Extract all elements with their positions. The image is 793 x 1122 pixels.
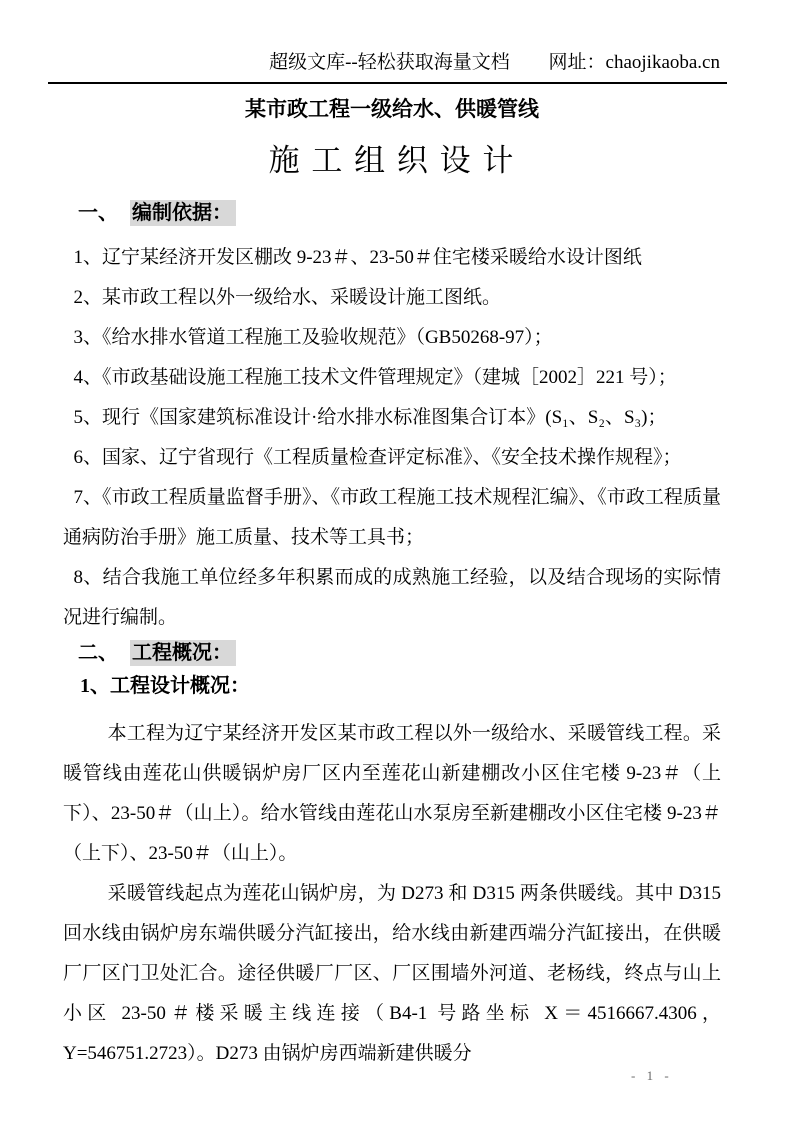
subsection-heading: 1、工程设计概况： [80, 675, 250, 697]
section-title-highlighted: 编制依据： [130, 200, 236, 226]
list-item: 1、辽宁某经济开发区棚改 9-23＃、23-50＃住宅楼采暖给水设计图纸 [73, 247, 642, 268]
paragraph: 采暖管线起点为莲花山锅炉房，为 D273 和 D315 两条供暖线。其中 D315 回水线由锅炉房东端供暖分汽缸接出，给水线由新建西端分汽缸接出，在供暖厂厂区门卫处汇合。途径供暖厂厂区、厂区围墙外河道、老杨线，终点与山上小区 23-50＃楼采暖主线连接（B4-1 号路坐标 X＝4516667.4306，Y=546751.2723）。D273 由锅炉房西端新建供暖分 [63, 883, 721, 1064]
document-title: 施 工 组 织 设 计 [268, 143, 516, 178]
document-body [0, 97, 793, 1074]
site-url: 网址：chaojikaoba.cn [548, 52, 720, 73]
site-header [0, 0, 793, 76]
paragraph: 本工程为辽宁某经济开发区某市政工程以外一级给水、采暖管线工程。采暖管线由莲花山供暖锅炉房厂区内至莲花山新建棚改小区住宅楼 9-23＃（上下）、23-50＃（山上）。给水管线由莲花山水泵房至新建棚改小区住宅楼 9-23＃（上下）、23-50＃（山上）。 [63, 723, 721, 864]
basis-item-list [63, 238, 721, 638]
list-item: 4、《市政基础设施工程施工技术文件管理规定》（建城［2002］221 号）； [73, 367, 677, 388]
list-item: 5、现行《国家建筑标准设计·给水排水标准图集合订本》(S₁、S₂、S₃)； [73, 407, 667, 428]
section-number: 一、 [78, 202, 118, 224]
list-item: 7、《市政工程质量监督手册》、《市政工程施工技术规程汇编》、《市政工程质量通病防治手册》施工质量、技术等工具书； [63, 487, 721, 548]
section-title-highlighted: 工程概况： [130, 640, 236, 666]
section-heading-two [63, 640, 721, 666]
section-heading-one [63, 200, 721, 226]
project-subtitle: 某市政工程一级给水、供暖管线 [245, 97, 539, 121]
list-item: 2、某市政工程以外一级给水、采暖设计施工图纸。 [73, 287, 501, 308]
header-divider [48, 82, 727, 84]
section-number: 二、 [78, 642, 118, 664]
page-number: - 1 - [631, 1068, 673, 1083]
site-name: 超级文库--轻松获取海量文档 [269, 52, 510, 73]
list-item: 8、结合我施工单位经多年积累而成的成熟施工经验，以及结合现场的实际情况进行编制。 [63, 567, 721, 628]
list-item: 3、《给水排水管道工程施工及验收规范》（GB50268-97）； [73, 327, 553, 348]
overview-paragraphs [63, 714, 721, 1074]
list-item: 6、国家、辽宁省现行《工程质量检查评定标准》、《安全技术操作规程》； [73, 447, 682, 468]
